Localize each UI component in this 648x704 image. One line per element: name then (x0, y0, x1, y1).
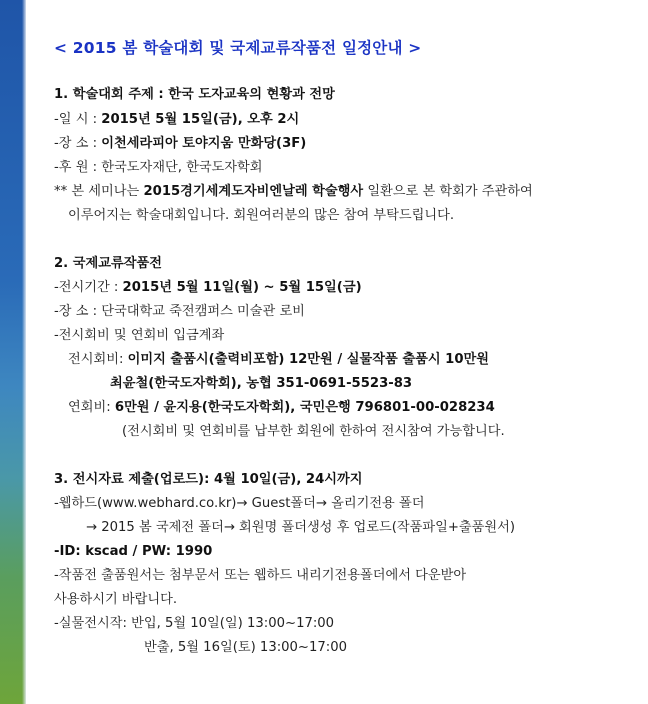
section1-note-prefix: ** 본 세미나는 (54, 184, 144, 199)
section1-note-suffix: 일환으로 본 학회가 주관하여 (363, 184, 533, 199)
section1-date (54, 111, 299, 129)
section2-annual-fee (68, 399, 495, 417)
exhibit-fee-value: 이미지 출품시(출력비포함) 12만원 / 실물작품 출품시 10만원 (127, 352, 489, 367)
section2-exhibit-fee (68, 351, 489, 369)
section2-place: -장 소 : 단국대학교 죽전캠퍼스 미술관 로비 (54, 304, 305, 319)
section2-exhibit-account: 최윤철(한국도자학회), 농협 351-0691-5523-83 (110, 376, 413, 391)
section2-period-label: -전시기간 : (54, 280, 123, 295)
section3-form-line1: -작품전 출품원서는 첨부문서 또는 웹하드 내리기전용폴더에서 다운받아 (54, 568, 467, 583)
section3-webhard-line2: → 2015 봄 국제전 폴더→ 회원명 폴더생성 후 업로드(작품파일+출품원서) (86, 520, 516, 535)
section1-note-line2: 이루어지는 학술대회입니다. 회원여러분의 많은 참여 부탁드립니다. (68, 208, 455, 223)
section3-credentials: -ID: kscad / PW: 1990 (54, 544, 213, 559)
section1-place-value: 이천세라피아 토야지움 만화당(3F) (101, 136, 307, 151)
section1-heading: 1. 학술대회 주제 : 한국 도자교육의 현황과 전망 (54, 87, 335, 102)
section1-date-value: 2015년 5월 15일(금), 오후 2시 (101, 112, 300, 127)
annual-fee-label: 연회비: (68, 400, 115, 415)
section1-note (54, 183, 533, 201)
section3-install: -실물전시작: 반입, 5월 10일(일) 13:00~17:00 (54, 616, 335, 631)
section2-period-value: 2015년 5월 11일(월) ~ 5월 15일(금) (122, 280, 362, 295)
section2-fee-note: (전시회비 및 연회비를 납부한 회원에 한하여 전시참여 가능합니다. (122, 424, 505, 439)
section1-place-label: -장 소 : (54, 136, 102, 151)
section1-sponsor: -후 원 : 한국도자재단, 한국도자학회 (54, 160, 263, 175)
section1-note-bold: 2015경기세계도자비엔날레 학술행사 (143, 184, 364, 199)
section1-date-label: -일 시 : (54, 112, 102, 127)
notice-title: < 2015 봄 학술대회 및 국제교류작품전 일정안내 > (54, 39, 422, 57)
section2-period (54, 279, 362, 297)
section2-heading: 2. 국제교류작품전 (54, 256, 162, 271)
section3-form-line2: 사용하시기 바랍니다. (54, 592, 178, 607)
section1-place (54, 135, 306, 153)
annual-fee-value: 6만원 / 윤지용(한국도자학회), 국민은행 796801-00-028234 (114, 400, 495, 415)
left-decorative-stripe (0, 0, 26, 704)
section3-heading: 3. 전시자료 제출(업로드): 4월 10일(금), 24시까지 (54, 472, 363, 487)
section3-removal: 반출, 5월 16일(토) 13:00~17:00 (144, 640, 347, 655)
section3-webhard-line1: -웹하드(www.webhard.co.kr)→ Guest폴더→ 올리기전용 폴더 (54, 496, 425, 511)
section2-fees-heading: -전시회비 및 연회비 입금계좌 (54, 328, 225, 343)
exhibit-fee-label: 전시회비: (68, 352, 128, 367)
